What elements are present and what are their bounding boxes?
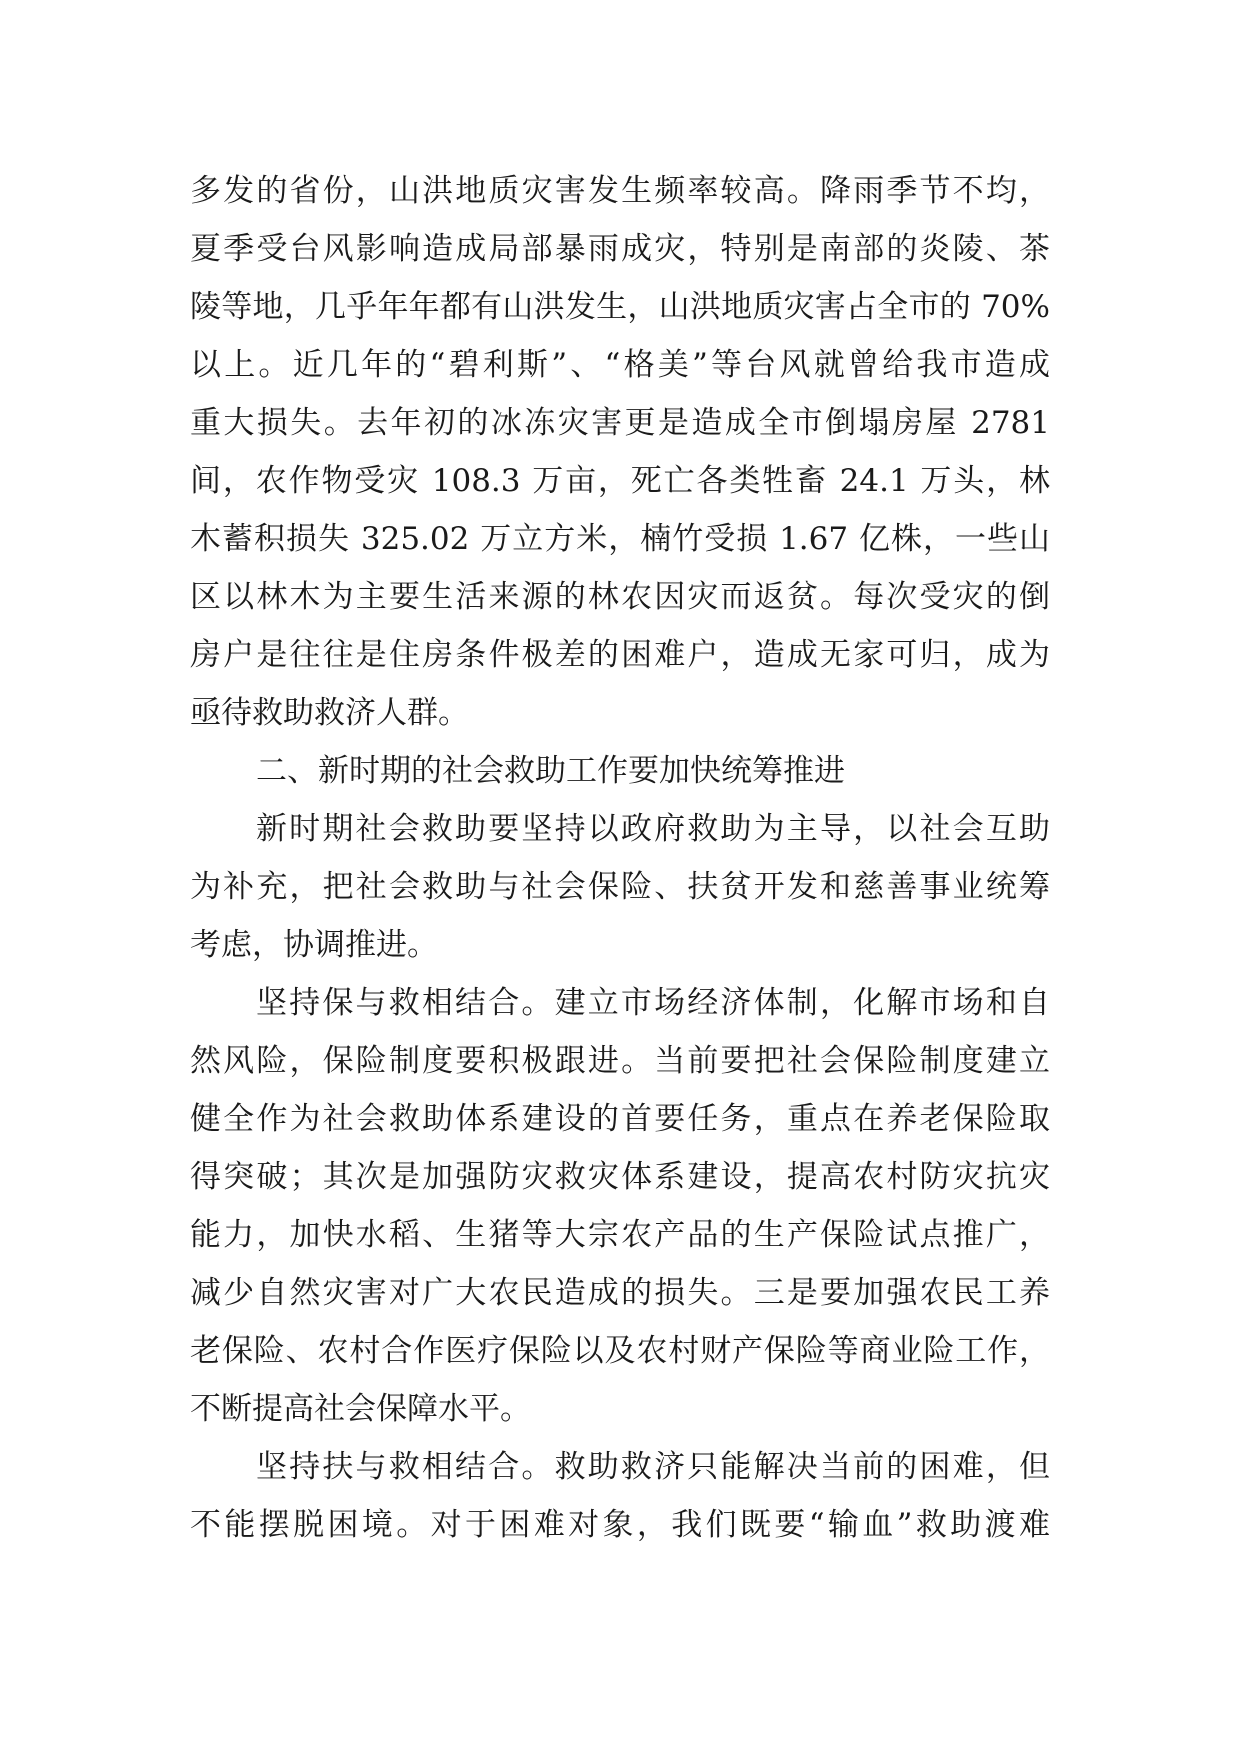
text-line: 新时期社会救助要坚持以政府救助为主导，以社会互助 — [256, 811, 1050, 847]
text-line: 坚持保与救相结合。建立市场经济体制，化解市场和自 — [256, 985, 1050, 1021]
paragraph-overview — [190, 800, 1050, 974]
text-line: 以上。近几年的“碧利斯”、“格美”等台风就曾给我市造成 — [190, 347, 1050, 383]
section-heading — [190, 742, 1050, 800]
text-line: 考虑，协调推进。 — [190, 927, 438, 963]
text-line: 区以林木为主要生活来源的林农因灾而返贫。每次受灾的倒 — [190, 579, 1050, 615]
text-line: 木蓄积损失 325.02 万立方米，楠竹受损 1.67 亿株，一些山 — [190, 521, 1050, 557]
text-line: 间，农作物受灾 108.3 万亩，死亡各类牲畜 24.1 万头，林 — [190, 463, 1050, 499]
text-line: 然风险，保险制度要积极跟进。当前要把社会保险制度建立 — [190, 1043, 1050, 1079]
paragraph-poverty — [190, 1438, 1050, 1554]
text-line: 减少自然灾害对广大农民造成的损失。三是要加强农民工养 — [190, 1275, 1050, 1311]
document-body — [190, 162, 1050, 1554]
text-line: 不能摆脱困境。对于困难对象，我们既要“输血”救助渡难 — [190, 1507, 1050, 1543]
text-line: 陵等地，几乎年年都有山洪发生，山洪地质灾害占全市的 70% — [190, 289, 1050, 325]
text-line: 得突破；其次是加强防灾救灾体系建设，提高农村防灾抗灾 — [190, 1159, 1050, 1195]
text-line: 不断提高社会保障水平。 — [190, 1391, 531, 1427]
text-line: 能力，加快水稻、生猪等大宗农产品的生产保险试点推广， — [190, 1217, 1050, 1253]
text-line: 房户是往往是住房条件极差的困难户，造成无家可归，成为 — [190, 637, 1050, 673]
paragraph-insurance — [190, 974, 1050, 1438]
text-line: 重大损失。去年初的冰冻灾害更是造成全市倒塌房屋 2781 — [190, 405, 1050, 441]
text-line: 夏季受台风影响造成局部暴雨成灾，特别是南部的炎陵、茶 — [190, 231, 1050, 267]
text-line: 多发的省份，山洪地质灾害发生频率较高。降雨季节不均， — [190, 173, 1050, 209]
heading-line: 二、新时期的社会救助工作要加快统筹推进 — [256, 753, 845, 789]
text-line: 健全作为社会救助体系建设的首要任务，重点在养老保险取 — [190, 1101, 1050, 1137]
text-line: 老保险、农村合作医疗保险以及农村财产保险等商业险工作， — [190, 1333, 1050, 1369]
text-line: 坚持扶与救相结合。救助救济只能解决当前的困难，但 — [256, 1449, 1050, 1485]
paragraph-disaster — [190, 162, 1050, 742]
text-line: 亟待救助救济人群。 — [190, 695, 469, 731]
text-line: 为补充，把社会救助与社会保险、扶贫开发和慈善事业统筹 — [190, 869, 1050, 905]
